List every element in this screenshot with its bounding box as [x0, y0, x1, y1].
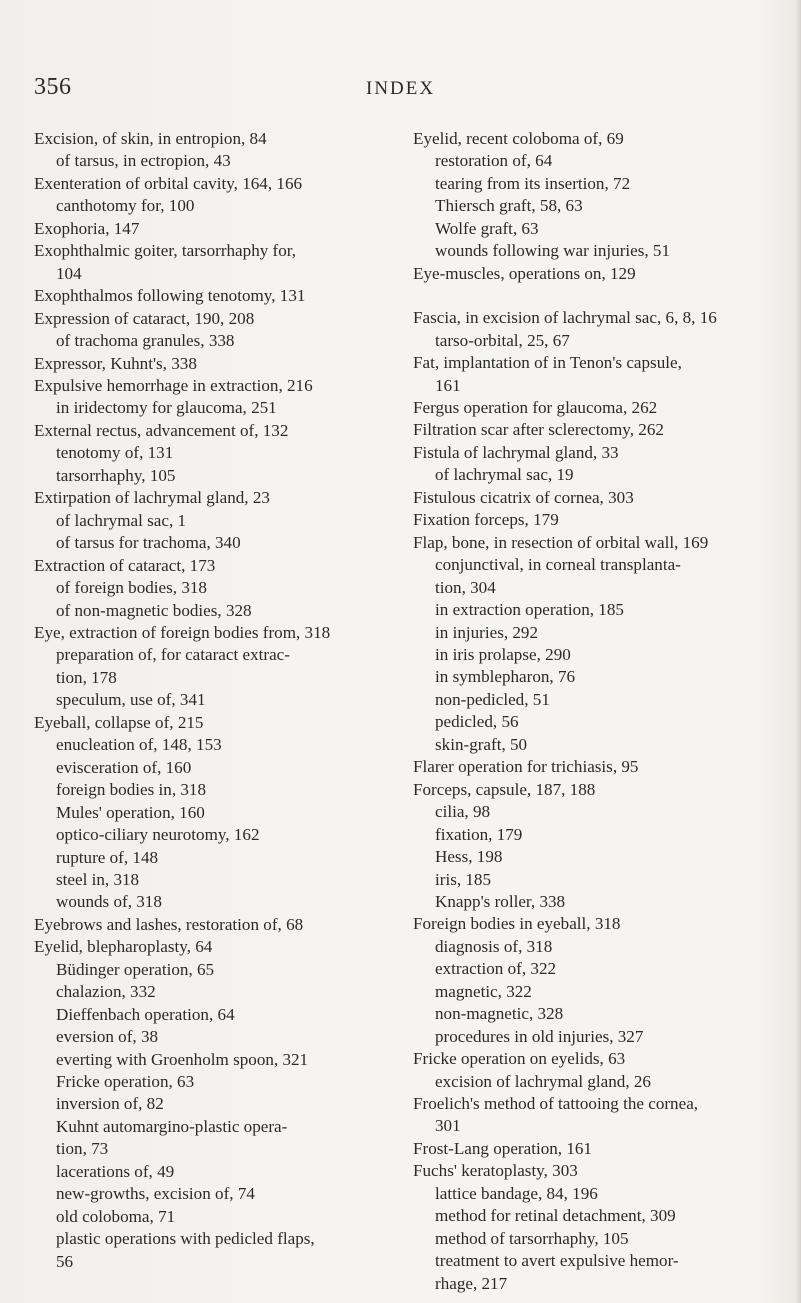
index-subentry: tenotomy of, 131	[56, 443, 174, 463]
index-subentry: tion, 73	[56, 1139, 109, 1159]
index-subentry: Knapp's roller, 338	[435, 891, 566, 911]
index-subentry: wounds following war injuries, 51	[435, 241, 671, 261]
index-entry: Foreign bodies in eyeball, 318	[413, 914, 621, 934]
index-subentry: pedicled, 56	[435, 712, 519, 732]
index-subentry: 161	[435, 375, 461, 395]
index-subentry: canthotomy for, 100	[56, 196, 195, 216]
index-subentry: of non-magnetic bodies, 328	[56, 600, 252, 620]
index-subentry: tarsorrhaphy, 105	[56, 465, 176, 485]
index-subentry: in symblepharon, 76	[435, 667, 576, 687]
index-subentry: of tarsus for trachoma, 340	[56, 533, 241, 553]
index-subentry: conjunctival, in corneal transplanta-	[435, 555, 681, 575]
index-entry: Fistula of lachrymal gland, 33	[413, 442, 619, 462]
index-entry: Filtration scar after sclerectomy, 262	[413, 420, 664, 440]
index-subentry: of trachoma granules, 338	[56, 331, 235, 351]
index-subentry: in iris prolapse, 290	[435, 644, 571, 664]
index-subentry: steel in, 318	[56, 869, 140, 889]
index-subentry: restoration of, 64	[435, 151, 553, 171]
index-entry: Eyelid, blepharoplasty, 64	[34, 937, 213, 957]
index-entry: Fascia, in excision of lachrymal sac, 6, 8, 16	[413, 308, 717, 328]
index-subentry: chalazion, 332	[56, 982, 156, 1002]
index-subentry: of lachrymal sac, 19	[435, 465, 574, 485]
index-subentry: rupture of, 148	[56, 847, 159, 867]
page-header	[0, 74, 801, 104]
index-subentry: iris, 185	[435, 869, 492, 889]
index-subentry: skin-graft, 50	[435, 734, 528, 754]
index-column-left	[34, 128, 394, 1273]
index-subentry: in iridectomy for glaucoma, 251	[56, 398, 277, 418]
index-subentry: foreign bodies in, 318	[56, 780, 207, 800]
index-entry: Eyelid, recent coloboma of, 69	[413, 129, 624, 148]
index-subentry: procedures in old injuries, 327	[435, 1026, 644, 1046]
index-subentry: evisceration of, 160	[56, 757, 192, 777]
index-subentry: plastic operations with pedicled flaps,	[56, 1229, 315, 1249]
index-entry: Flap, bone, in resection of orbital wall, 169	[413, 532, 709, 552]
index-subentry: tion, 304	[435, 577, 496, 597]
index-entry: Eyeball, collapse of, 215	[34, 712, 204, 732]
index-subentry: Mules' operation, 160	[56, 802, 205, 822]
index-entry: Fixation forceps, 179	[413, 510, 559, 530]
index-subentry: inversion of, 82	[56, 1094, 164, 1114]
index-entry: Exenteration of orbital cavity, 164, 166	[34, 173, 303, 193]
index-column-right	[413, 128, 773, 1295]
index-subentry: 56	[56, 1251, 74, 1271]
index-subentry: Thiersch graft, 58, 63	[435, 196, 583, 216]
index-entry: Expulsive hemorrhage in extraction, 216	[34, 375, 313, 395]
index-entry: External rectus, advancement of, 132	[34, 420, 289, 440]
page-edge-shadow	[795, 0, 801, 1303]
index-subentry: preparation of, for cataract extrac-	[56, 645, 290, 665]
index-subentry: speculum, use of, 341	[56, 690, 206, 710]
index-entry: Extirpation of lachrymal gland, 23	[34, 488, 270, 508]
index-subentry: of tarsus, in ectropion, 43	[56, 151, 231, 171]
index-subentry: Kuhnt automargino-plastic opera-	[56, 1116, 288, 1136]
index-subentry: Wolfe graft, 63	[435, 218, 539, 238]
index-entry: Forceps, capsule, 187, 188	[413, 779, 596, 799]
index-entry: Eyebrows and lashes, restoration of, 68	[34, 914, 304, 934]
index-subentry: 301	[435, 1116, 461, 1136]
index-entry: Eye, extraction of foreign bodies from, 318	[34, 622, 331, 642]
page-number: 356	[34, 74, 72, 100]
index-subentry: tearing from its insertion, 72	[435, 173, 631, 193]
index-entry: Exophthalmic goiter, tarsorrhaphy for,	[34, 241, 297, 261]
index-subentry: rhage, 217	[435, 1273, 508, 1293]
index-subentry: 104	[56, 263, 82, 283]
index-subentry: tarso-orbital, 25, 67	[435, 330, 570, 350]
index-entry: Excision, of skin, in entropion, 84	[34, 129, 267, 148]
index-subentry: magnetic, 322	[435, 981, 532, 1001]
section-gap	[413, 285, 773, 307]
index-subentry: lacerations of, 49	[56, 1161, 175, 1181]
index-entry: Exophoria, 147	[34, 218, 140, 238]
index-subentry: extraction of, 322	[435, 959, 557, 979]
index-subentry: old coloboma, 71	[56, 1206, 176, 1226]
index-entry: Fuchs' keratoplasty, 303	[413, 1161, 578, 1181]
index-entry: Fat, implantation of in Tenon's capsule,	[413, 353, 682, 373]
index-subentry: of foreign bodies, 318	[56, 578, 207, 598]
index-subentry: new-growths, excision of, 74	[56, 1184, 255, 1204]
index-subentry: Fricke operation, 63	[56, 1072, 195, 1092]
index-subentry: optico-ciliary neurotomy, 162	[56, 825, 260, 845]
index-subentry: of lachrymal sac, 1	[56, 510, 187, 530]
index-subentry: non-pedicled, 51	[435, 689, 550, 709]
index-subentry: method of tarsorrhaphy, 105	[435, 1228, 629, 1248]
index-entry: Eye-muscles, operations on, 129	[413, 263, 636, 283]
index-entry: Fricke operation on eyelids, 63	[413, 1049, 626, 1069]
index-entry: Fistulous cicatrix of cornea, 303	[413, 487, 634, 507]
index-subentry: Büdinger operation, 65	[56, 959, 215, 979]
index-entry: Expression of cataract, 190, 208	[34, 308, 255, 328]
index-subentry: in extraction operation, 185	[435, 600, 624, 620]
index-subentry: everting with Groenholm spoon, 321	[56, 1049, 309, 1069]
index-subentry: Dieffenbach operation, 64	[56, 1004, 235, 1024]
index-entry: Frost-Lang operation, 161	[413, 1138, 592, 1158]
index-entry: Expressor, Kuhnt's, 338	[34, 353, 197, 373]
index-subentry: wounds of, 318	[56, 892, 162, 912]
index-subentry: diagnosis of, 318	[435, 936, 553, 956]
index-subentry: method for retinal detachment, 309	[435, 1206, 676, 1226]
index-subentry: in injuries, 292	[435, 622, 539, 642]
index-entry: Fergus operation for glaucoma, 262	[413, 397, 658, 417]
index-subentry: eversion of, 38	[56, 1027, 159, 1047]
index-subentry: tion, 178	[56, 667, 117, 687]
index-subentry: treatment to avert expulsive hemor-	[435, 1251, 679, 1271]
index-subentry: enucleation of, 148, 153	[56, 735, 222, 755]
running-head: INDEX	[366, 78, 436, 99]
index-subentry: lattice bandage, 84, 196	[435, 1183, 598, 1203]
index-subentry: cilia, 98	[435, 802, 491, 822]
index-subentry: excision of lachrymal gland, 26	[435, 1071, 651, 1091]
index-entry: Froelich's method of tattooing the cornea,	[413, 1094, 699, 1114]
index-entry: Exophthalmos following tenotomy, 131	[34, 286, 306, 306]
index-subentry: non-magnetic, 328	[435, 1004, 564, 1024]
index-subentry: fixation, 179	[435, 824, 523, 844]
index-entry: Flarer operation for trichiasis, 95	[413, 757, 639, 777]
index-entry: Extraction of cataract, 173	[34, 555, 216, 575]
index-subentry: Hess, 198	[435, 847, 503, 867]
